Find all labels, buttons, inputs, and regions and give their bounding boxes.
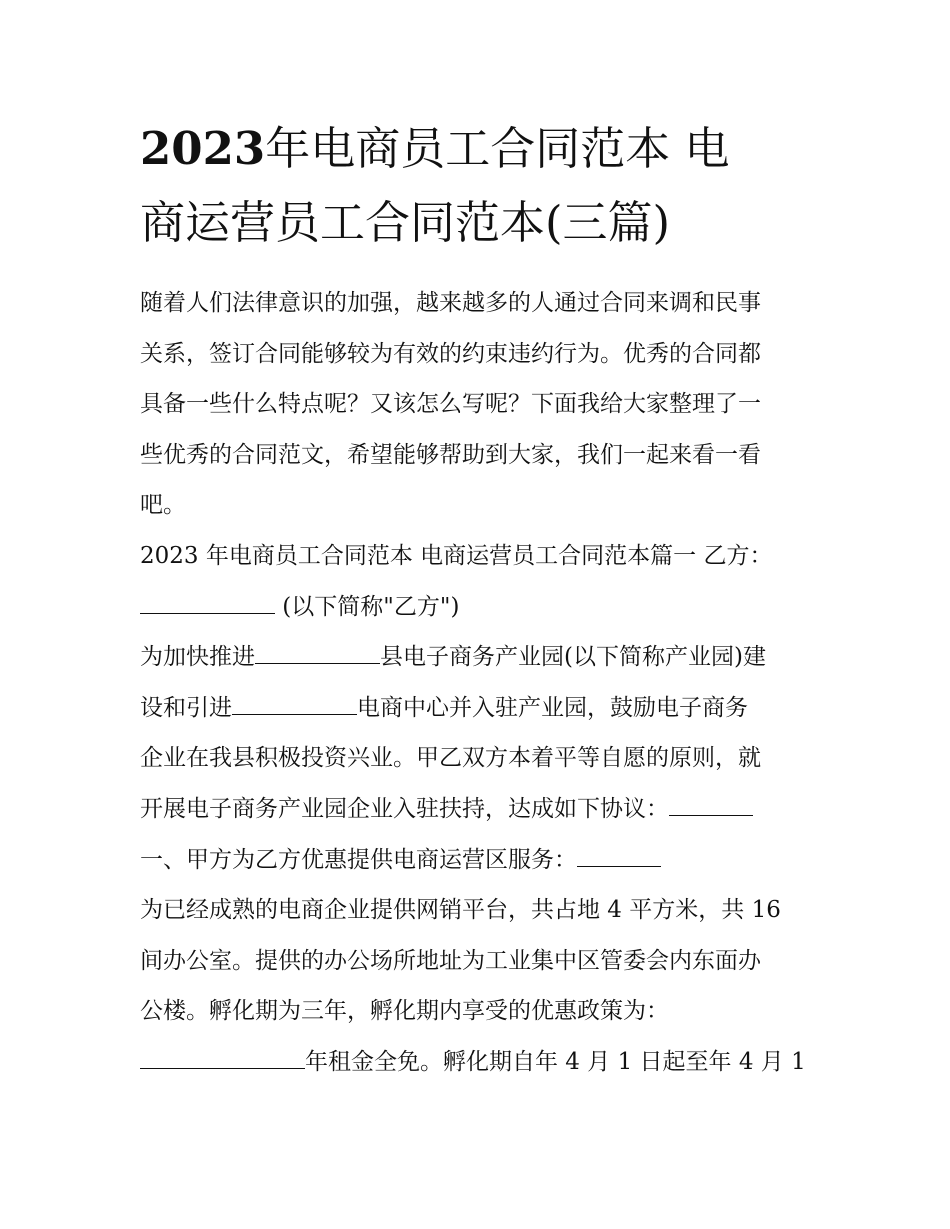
party-b-blank: [140, 589, 275, 614]
title-year: 2023: [140, 122, 266, 175]
para1-line1-post: 县电子商务产业园(以下简称产业园)建: [380, 644, 766, 671]
intro-line: 些优秀的合同范文，希望能够帮助到大家，我们一起来看一看: [140, 441, 761, 468]
party-b-suffix: (以下简称"乙方"): [275, 593, 460, 620]
intro-line: 吧。: [140, 492, 186, 519]
paragraph-line: [140, 683, 820, 734]
paragraph-line: 为已经成熟的电商企业提供网销平台，共占地 4 平方米，共 16: [140, 897, 781, 924]
section-heading: 2023 年电商员工合同范本 电商运营员工合同范本篇一 乙方：: [140, 542, 773, 569]
title-line-2: 商运营员工合同范本(三篇): [140, 196, 671, 249]
county-blank: [255, 639, 380, 664]
clause1-blank: [577, 842, 661, 867]
document-title: [140, 112, 820, 260]
clause1-text: 一、甲方为乙方优惠提供电商运营区服务：: [140, 846, 577, 873]
para1-line1-pre: 为加快推进: [140, 644, 255, 671]
paragraph-line: [140, 1037, 820, 1088]
agreement-blank: [669, 791, 753, 816]
rent-blank: [140, 1044, 305, 1069]
para1-line4: 开展电子商务产业园企业入驻扶持，达成如下协议：: [140, 795, 669, 822]
para1-line2-pre: 设和引进: [140, 694, 232, 721]
paragraph-line: 间办公室。提供的办公场所地址为工业集中区管委会内东面办: [140, 947, 761, 974]
para1-line2-post: 电商中心并入驻产业园，鼓励电子商务: [357, 694, 748, 721]
paragraph-line: [140, 784, 820, 835]
intro-line: 具备一些什么特点呢？又该怎么写呢？下面我给大家整理了一: [140, 391, 761, 418]
intro-line: 关系，签订合同能够较为有效的约束违约行为。优秀的合同都: [140, 340, 761, 367]
document-body: [140, 278, 820, 1088]
intro-line: 随着人们法律意识的加强，越来越多的人通过合同来调和民事: [140, 290, 761, 316]
paragraph-line: [140, 632, 820, 683]
party-b-line: [140, 582, 820, 633]
title-line-1: [140, 112, 820, 186]
center-blank: [232, 690, 357, 715]
para3-post: 年租金全免。孵化期自年 4 月 1 日起至年 4 月 1: [305, 1048, 806, 1075]
title-line-1-text: 年电商员工合同范本 电: [265, 122, 730, 175]
clause-heading: [140, 835, 820, 886]
paragraph-line: 公楼。孵化期为三年，孵化期内享受的优惠政策为：: [140, 998, 669, 1025]
paragraph-line: 企业在我县积极投资兴业。甲乙双方本着平等自愿的原则，就: [140, 745, 761, 772]
